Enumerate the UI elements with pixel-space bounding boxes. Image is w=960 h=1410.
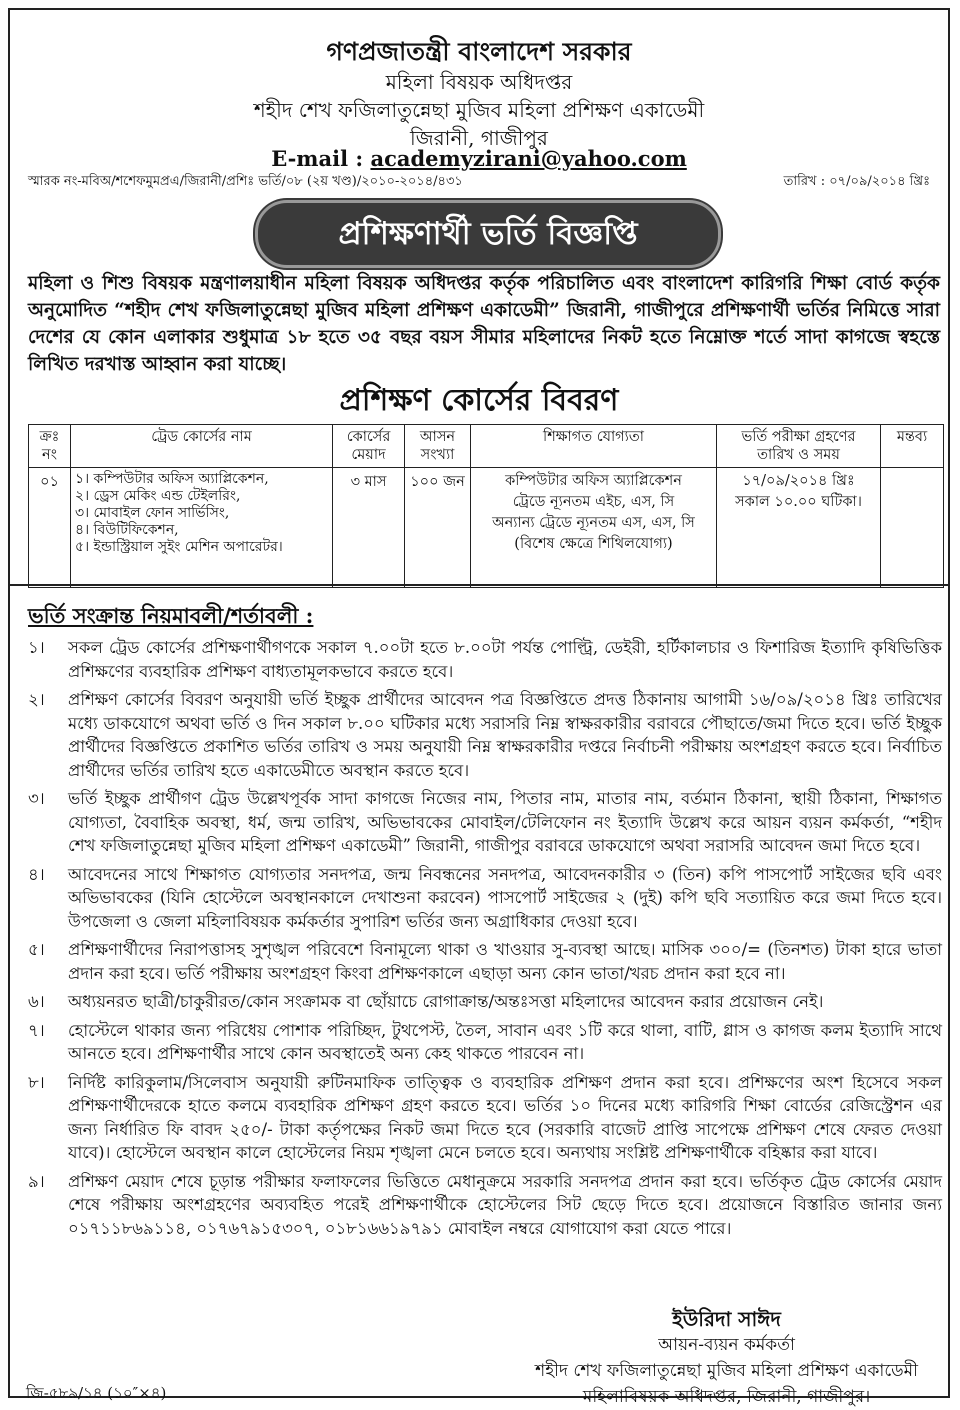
cell-seats: ১০০ জন [405, 468, 471, 588]
list-item [28, 938, 942, 985]
section-divider [10, 584, 948, 586]
list-item [28, 636, 942, 683]
exam-time: সকাল ১০.০০ ঘটিকা। [735, 494, 862, 510]
dept-name: মহিলা বিষয়ক অধিদপ্তর [385, 70, 573, 94]
qualification-line: কম্পিউটার অফিস অ্যাপ্লিকেশন [505, 473, 682, 489]
list-item [28, 1019, 942, 1066]
rule-text: সকল ট্রেড কোর্সের প্রশিক্ষণার্থীগণকে সকাল ৭.০০টা হতে ৮.০০টা পর্যন্ত পোল্ট্রি, ডেইরী, হর্টিকালচার ও ফিশারিজ ইত্যাদি কৃষিভিত্তিক প্রশিক্ষণের ব্যবহারিক প্রশিক্ষণ বাধ্যতামূলকভাবে করতে হবে। [68, 638, 942, 681]
signatory-org: শহীদ শেখ ফজিলাতুন্নেছা মুজিব মহিলা প্রশিক্ষণ একাডেমী [535, 1361, 918, 1381]
qualification-line: ট্রেডে ন্যূনতম এইচ, এস, সি [512, 494, 675, 510]
rules-list [28, 636, 942, 1245]
list-item [28, 1071, 942, 1165]
rule-text: প্রশিক্ষণ মেয়াদ শেষে চূড়ান্ত পরীক্ষার ফলাফলের ভিত্তিতে মেধানুক্রমে সরকারি সনদপত্র প্রদান করা হবে। ভর্তিকৃত ট্রেড কোর্সের মেয়াদ শেষে পরীক্ষায় অংশগ্রহণের অব্যবহিত পরেই প্রশিক্ষণার্থীকে হোস্টেলের সিট ছেড়ে দিতে হবে। প্রয়োজনে বিস্তারিত জানার জন্য ০১৭১১৮৬৯১১৪, ০১৭৬৭৯১৫৩০৭, ০১৮১৬৬১৯৭৯১ মোবাইল নম্বরে যোগাযোগ করা যেতে পারে। [68, 1171, 942, 1238]
rule-number: ১। [28, 638, 45, 657]
th-remarks: মন্তব্য [881, 425, 944, 468]
rule-number: ৮। [28, 1072, 45, 1092]
th-serial: ক্রঃ নং [29, 425, 71, 468]
rule-number: ৩। [28, 789, 45, 808]
rule-number: ৪। [28, 864, 45, 884]
signatory-designation: আয়ন-ব্যয়ন কর্মকর্তা [658, 1335, 795, 1355]
cell-serial: ০১ [29, 468, 71, 588]
trade-item: ৫। ইন্ডাস্ট্রিয়াল সুইং মেশিন অপারেটর। [75, 539, 283, 555]
cell-qualification [471, 468, 717, 588]
trade-item: ১। কম্পিউটার অফিস অ্যাপ্লিকেশন, [75, 471, 269, 487]
rule-number: ৭। [28, 1020, 45, 1040]
academy-location: জিরানী, গাজীপুর [410, 126, 548, 150]
rule-number: ৬। [28, 992, 45, 1011]
list-item [28, 990, 942, 1014]
signatory-name: ইউরিদা সাঈদ [672, 1307, 781, 1331]
rule-number: ৯। [28, 1171, 45, 1191]
rules-title: ভর্তি সংক্রান্ত নিয়মাবলী/শর্তাবলী : [28, 603, 314, 628]
th-exam: ভর্তি পরীক্ষা গ্রহণের তারিখ ও সময় [717, 425, 881, 468]
signature-block [535, 1306, 918, 1410]
cell-exam [717, 468, 881, 588]
table-header-row [29, 425, 944, 468]
th-qualification: শিক্ষাগত যোগ্যতা [471, 425, 717, 468]
rule-text: ভর্তি ইচ্ছুক প্রার্থীগণ ট্রেড উল্লেখপূর্বক সাদা কাগজে নিজের নাম, পিতার নাম, মাতার নাম, বর্তমান ঠিকানা, স্থায়ী ঠিকানা, শিক্ষাগত যোগ্যতা, বৈবাহিক অবস্থা, ধর্ম, জন্ম তারিখ, অভিভাবকের মোবাইল/টেলিফোন নং ইত্যাদি উল্লেখ করে আয়ন ব্যয়ন কর্মকর্তা, “শহীদ শেখ ফজিলাতুন্নেছা মুজিব মহিলা প্রশিক্ষণ একাডেমী” জিরানী, গাজীপুর বরাবরে ডাকযোগে অথবা সরাসরি আবেদন জমা দিতে হবে। [68, 789, 942, 855]
qualification-line: অন্যান্য ট্রেডে ন্যূনতম এস, এস, সি [492, 515, 695, 531]
qualification-line: (বিশেষ ক্ষেত্রে শিথিলযোগ্য) [514, 536, 673, 552]
course-section-title: প্রশিক্ষণ কোর্সের বিবরণ [339, 383, 619, 418]
list-item [28, 688, 942, 782]
cell-duration: ৩ মাস [333, 468, 405, 588]
email-link[interactable]: academyzirani@yahoo.com [370, 146, 687, 171]
rule-text: আবেদনের সাথে শিক্ষাগত যোগ্যতার সনদপত্র, জন্ম নিবন্ধনের সনদপত্র, আবেদনকারীর ৩ (তিন) কপি পাসপোর্ট সাইজের ছবি এবং অভিভাবকের (যিনি হোস্টেলে অবস্থানকালে দেখাশুনা করবেন) পাসপোর্ট সাইজের ২ (দুই) কপি ছবি সত্যায়িত করে জমা দিতে হবে। উপজেলা ও জেলা মহিলাবিষয়ক কর্মকর্তার সুপারিশ ভর্তির জন্য অগ্রাধিকার দেওয়া হবে। [68, 864, 942, 931]
rule-number: ২। [28, 690, 45, 709]
ref-code: জি-৫৮৯/১৪ (১০″×৪) [26, 1384, 167, 1402]
intro-paragraph: মহিলা ও শিশু বিষয়ক মন্ত্রণালয়াধীন মহিলা বিষয়ক অধিদপ্তর কর্তৃক পরিচালিত এবং বাংলাদেশ কারিগরি শিক্ষা বোর্ড কর্তৃক অনুমোদিত “শহীদ শেখ ফজিলাতুন্নেছা মুজিব মহিলা প্রশিক্ষণ একাডেমী” জিরানী, গাজীপুরে প্রশিক্ষণার্থী ভর্তির নিমিত্তে সারা দেশের যে কোন এলাকার শুধুমাত্র ১৮ হতে ৩৫ বছর বয়স সীমার মহিলাদের নিকট হতে নিম্নোক্ত শর্তে সাদা কাগজে স্বহস্তে লিখিত দরখাস্ত আহ্বান করা যাচ্ছে। [28, 273, 940, 375]
rule-text: অধ্যয়নরত ছাত্রী/চাকুরীরত/কোন সংক্রামক বা ছোঁয়াচে রোগাক্রান্ত/অন্তঃসত্তা মহিলাদের আবেদন করার প্রয়োজন নেই। [68, 992, 824, 1011]
trade-item: ২। ড্রেস মেকিং এন্ড টেইলরিং, [75, 488, 241, 504]
rule-text: প্রশিক্ষণ কোর্সের বিবরণ অনুযায়ী ভর্তি ইচ্ছুক প্রার্থীদের আবেদন পত্র বিজ্ঞপ্তিতে প্রদত্ত ঠিকানায় আগামী ১৬/০৯/২০১৪ খ্রিঃ তারিখের মধ্যে ডাকযোগে অথবা ভর্তি ও দিন সকাল ৮.০০ ঘটিকার মধ্যে সরাসরি নিম্ন স্বাক্ষরকারীর বরাবরে পৌছাতে/জমা দিতে হবে। ভর্তি ইচ্ছুক প্রার্থীদের বিজ্ঞপ্তিতে প্রকাশিত ভর্তির তারিখ ও সময় অনুযায়ী নিম্ন স্বাক্ষরকারীর দপ্তরে নির্বাচনী পরীক্ষায় অংশগ্রহণ করতে হবে। নির্বাচিত প্রার্থীদের ভর্তির তারিখ হতে একাডেমীতে অবস্থান করতে হবে। [68, 690, 942, 780]
th-duration: কোর্সের মেয়াদ [333, 425, 405, 468]
rule-text: প্রশিক্ষণার্থীদের নিরাপত্তাসহ সুশৃঙ্খল পরিবেশে বিনামূল্যে থাকা ও খাওয়ার সু-ব্যবস্থা আছে। মাসিক ৩০০/= (তিনশত) টাকা হারে ভাতা প্রদান করা হবে। ভর্তি পরীক্ষায় অংশগ্রহণ কিংবা প্রশিক্ষণকালে এছাড়া অন্য কোন ভাতা/খরচ প্রদান করা হবে না। [68, 940, 942, 983]
exam-date: ১৭/০৯/২০১৪ খ্রিঃ [742, 473, 855, 489]
list-item [28, 1170, 942, 1241]
rule-text: নির্দিষ্ট কারিকুলাম/সিলেবাস অনুযায়ী রুটিনমাফিক তাত্ত্বিক ও ব্যবহারিক প্রশিক্ষণ প্রদান করা হবে। প্রশিক্ষণের অংশ হিসেবে সকল প্রশিক্ষণার্থীদেরকে হাতে কলমে ব্যবহারিক প্রশিক্ষণ গ্রহণ করতে হবে। ভর্তির ১০ দিনের মধ্যে কারিগরি শিক্ষা বোর্ডের রেজিস্ট্রেশন এর জন্য নির্ধারিত ফি বাবদ ২৫০/- টাকা কর্তৃপক্ষের নিকট জমা দিতে হবে (সরকারি বাজেট প্রাপ্তি সাপেক্ষে প্রশিক্ষণ শেষে ফেরত দেওয়া যাবে)। হোস্টেলে অবস্থান কালে হোস্টেলের নিয়ম শৃঙ্খলা মেনে চলতে হবে। অন্যথায় সংশ্লিষ্ট প্রশিক্ষণার্থীকে বহিষ্কার করা যাবে। [68, 1072, 942, 1162]
list-item [28, 787, 942, 858]
academy-name: শহীদ শেখ ফজিলাতুন্নেছা মুজিব মহিলা প্রশিক্ষণ একাডেমী [253, 98, 705, 122]
trade-item: ৩। মোবাইল ফোন সার্ভিসিং, [75, 505, 230, 521]
th-trade: ট্রেড কোর্সের নাম [71, 425, 333, 468]
rule-number: ৫। [28, 940, 45, 959]
signatory-address: মহিলাবিষয়ক অধিদপ্তর, জিরানী, গাজীপুর। [582, 1387, 871, 1407]
rule-text: হোস্টেলে থাকার জন্য পরিধেয় পোশাক পরিচ্ছিদ, টুথপেস্ট, তৈল, সাবান এবং ১টি করে থালা, বাটি, গ্লাস ও কাগজ কলম ইত্যাদি সাথে আনতে হবে। প্রশিক্ষণার্থীর সাথে কোন অবস্থাতেই অন্য কেহ থাকতে পারবেন না। [68, 1020, 942, 1063]
course-table [28, 424, 944, 588]
th-seats: আসন সংখ্যা [405, 425, 471, 468]
cell-trades [71, 468, 333, 588]
table-row [29, 468, 944, 588]
notice-date: তারিখ : ০৭/০৯/২০১৪ খ্রিঃ [783, 174, 930, 189]
list-item [28, 863, 942, 934]
notice-banner: প্রশিক্ষণার্থী ভর্তি বিজ্ঞপ্তি [255, 200, 721, 268]
memo-number: স্মারক নং-মবিঅ/শশেফমুমপ্রএ/জিরানী/প্রশিঃ ভর্তি/০৮ (২য় খণ্ড)/২০১০-২০১৪/৪৩১ [28, 174, 463, 189]
gov-title: গণপ্রজাতন্ত্রী বাংলাদেশ সরকার [326, 37, 632, 66]
email-label: E-mail : [271, 146, 364, 171]
notice-page [8, 8, 950, 1407]
trade-item: ৪। বিউটিফিকেশন, [75, 522, 179, 538]
email-line [10, 146, 948, 171]
cell-remarks [881, 468, 944, 588]
